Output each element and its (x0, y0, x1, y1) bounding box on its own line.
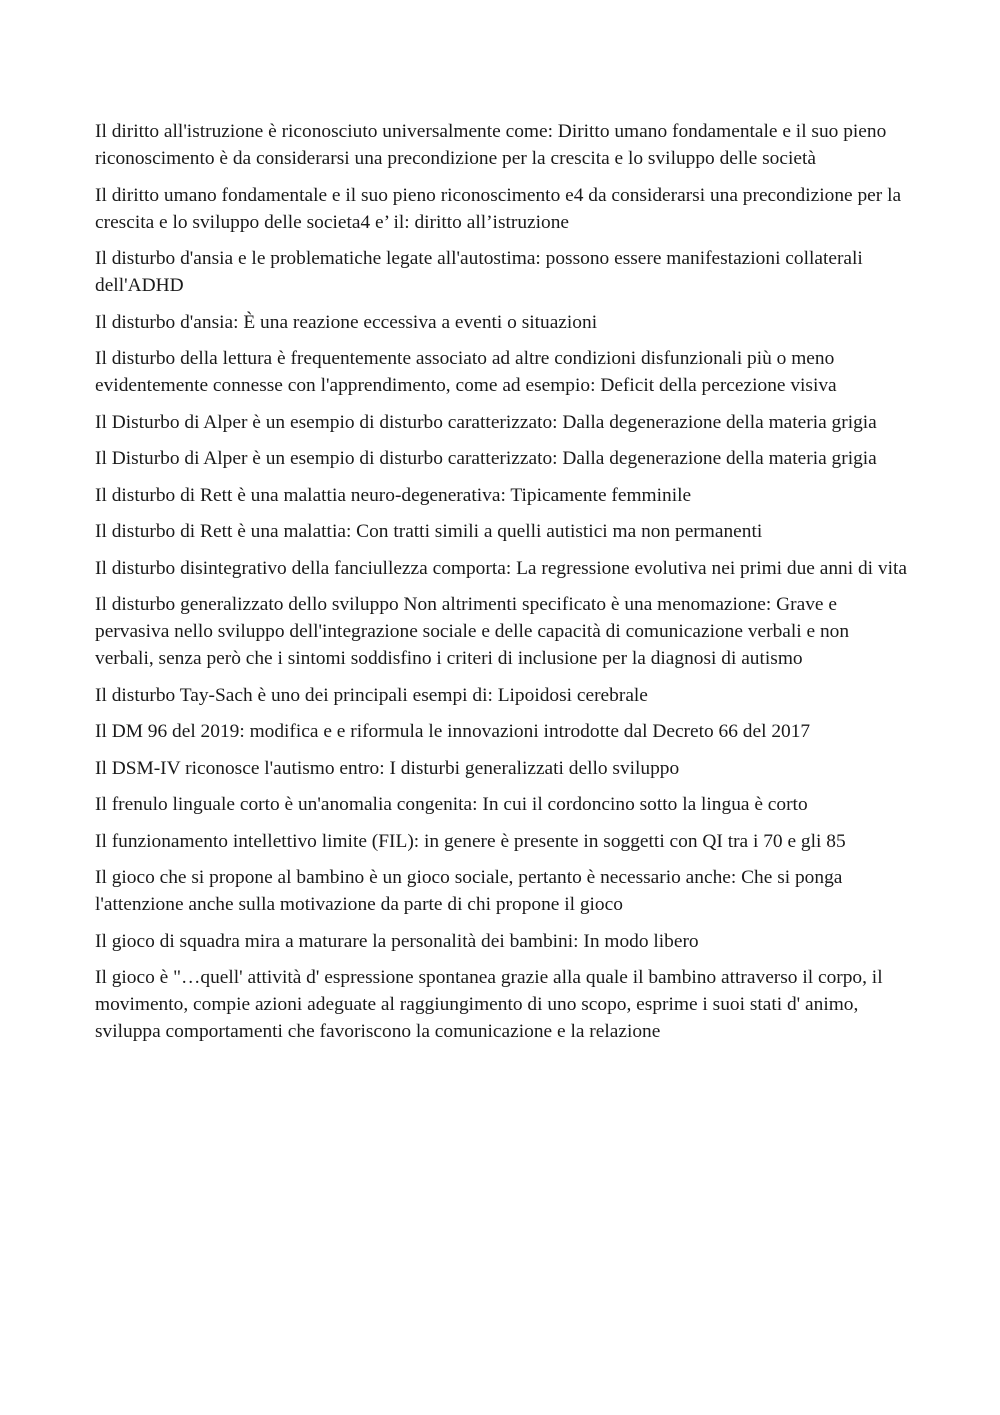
paragraph: Il gioco di squadra mira a maturare la personalità dei bambini: In modo libero (95, 930, 699, 952)
paragraph: Il DM 96 del 2019: modifica e e riformula le innovazioni introdotte dal Decreto 66 del 2017 (95, 721, 811, 742)
paragraph: Il gioco che si propone al bambino è un gioco sociale, pertanto è necessario anche: Che si ponga l'attenzione anche sulla motivazione da parte di chi propone il gioco (95, 867, 843, 915)
paragraph: Il frenulo linguale corto è un'anomalia congenita: In cui il cordoncino sotto la lingua è corto (95, 794, 808, 815)
paragraph: Il diritto all'istruzione è riconosciuto universalmente come: Diritto umano fondamentale e il suo pieno riconoscimento è da considerarsi una precondizione per la crescita e lo sviluppo delle società (95, 121, 887, 169)
paragraph: Il gioco è "…quell' attività d' espressione spontanea grazie alla quale il bambino attraverso il corpo, il movimento, compie azioni adeguate al raggiungimento di uno scopo, esprime i suoi stati d' animo, sviluppa comportamenti che favoriscono la comunicazione e la relazione (95, 967, 883, 1042)
paragraph: Il funzionamento intellettivo limite (FIL): in genere è presente in soggetti con QI tra i 70 e gli 85 (95, 830, 846, 852)
paragraph: Il Disturbo di Alper è un esempio di disturbo caratterizzato: Dalla degenerazione della materia grigia (95, 448, 877, 469)
paragraph: Il DSM-IV riconosce l'autismo entro: I disturbi generalizzati dello sviluppo (95, 757, 680, 779)
paragraph: Il diritto umano fondamentale e il suo pieno riconoscimento e4 da considerarsi una precondizione per la crescita e lo sviluppo delle societa4 e’ il: diritto all’istruzione (95, 184, 902, 233)
document-body (95, 118, 910, 1055)
paragraph: Il disturbo d'ansia: È una reazione eccessiva a eventi o situazioni (95, 311, 598, 333)
paragraph: Il disturbo Tay-Sach è uno dei principali esempi di: Lipoidosi cerebrale (95, 684, 648, 706)
paragraph: Il disturbo di Rett è una malattia neuro-degenerativa: Tipicamente femminile (95, 484, 692, 506)
paragraph: Il Disturbo di Alper è un esempio di disturbo caratterizzato: Dalla degenerazione della materia grigia (95, 411, 877, 433)
paragraph: Il disturbo generalizzato dello sviluppo Non altrimenti specificato è una menomazione: Grave e pervasiva nello sviluppo dell'integrazione sociale e delle capacità di comunicazione verbali e non verbali, senza però che i sintomi soddisfino i criteri di inclusione per la diagnosi di autismo (95, 594, 850, 669)
paragraph: Il disturbo d'ansia e le problematiche legate all'autostima: possono essere manifestazioni collaterali dell'ADHD (95, 248, 863, 296)
paragraph: Il disturbo della lettura è frequentemente associato ad altre condizioni disfunzionali più o meno evidentemente connesse con l'apprendimento, come ad esempio: Deficit della percezione visiva (95, 348, 837, 396)
paragraph: Il disturbo di Rett è una malattia: Con tratti simili a quelli autistici ma non permanenti (95, 521, 763, 542)
paragraph: Il disturbo disintegrativo della fanciullezza comporta: La regressione evolutiva nei primi due anni di vita (95, 557, 907, 579)
